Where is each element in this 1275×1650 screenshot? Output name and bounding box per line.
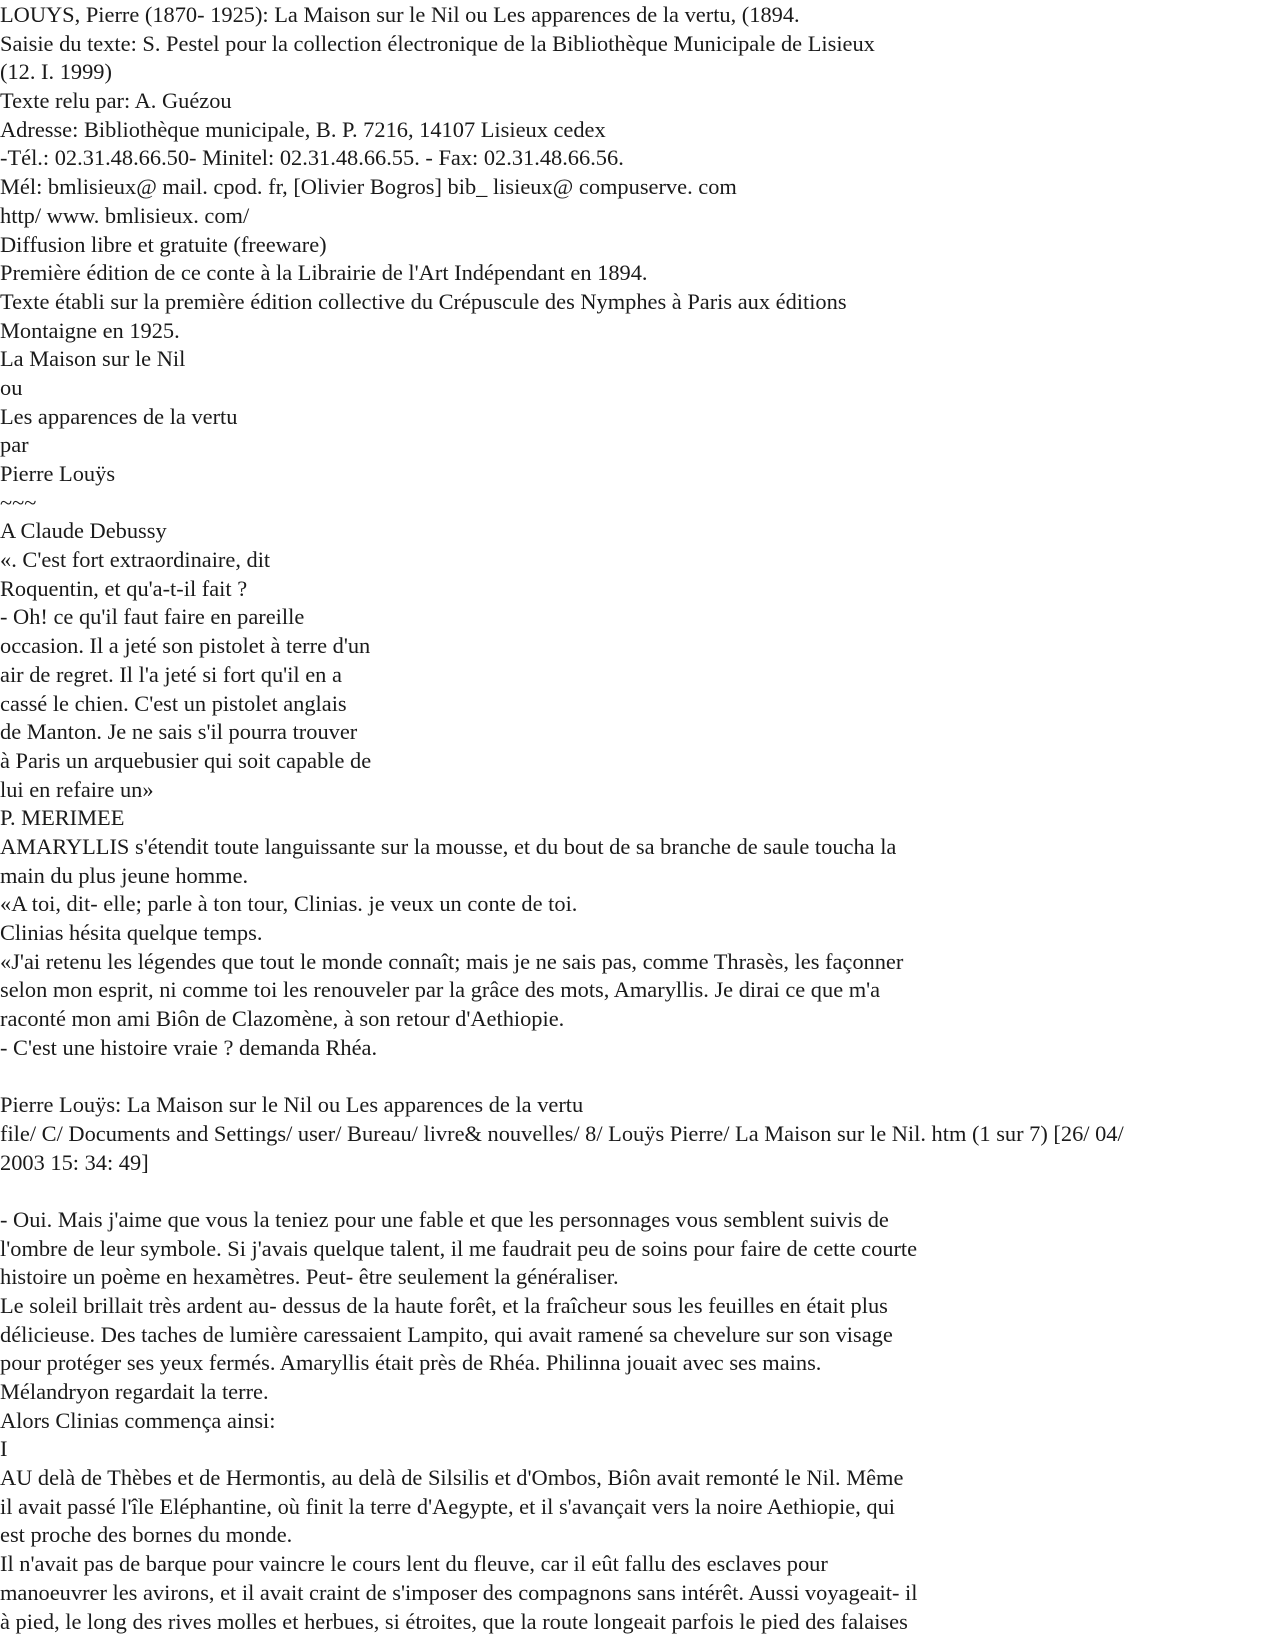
text-line: Alors Clinias commença ainsi: <box>0 1407 276 1433</box>
text-line: délicieuse. Des taches de lumière caressaient Lampito, qui avait ramené sa chevelure sur son visage <box>0 1321 893 1347</box>
text-line: Mélandryon regardait la terre. <box>0 1379 269 1404</box>
text-line: «J'ai retenu les légendes que tout le monde connaît; mais je ne sais pas, comme Thrasès, les façonner <box>0 948 904 974</box>
text-line: cassé le chien. C'est un pistolet anglais <box>0 690 347 716</box>
text-line: il avait passé l'île Eléphantine, où finit la terre d'Aegypte, et il s'avançait vers la noire Aethiopie, qui <box>0 1493 896 1519</box>
text-line: histoire un poème en hexamètres. Peut- être seulement la généraliser. <box>0 1264 619 1290</box>
text-line: Première édition de ce conte à la Librairie de l'Art Indépendant en 1894. <box>0 260 648 286</box>
text-line: à pied, le long des rives molles et herbues, si étroites, que la route longeait parfois le pied des falaises <box>0 1608 908 1634</box>
text-line: AU delà de Thèbes et de Hermontis, au delà de Silsilis et d'Ombos, Biôn avait remonté le Nil. Même <box>0 1465 904 1491</box>
text-line: Il n'avait pas de barque pour vaincre le cours lent du fleuve, car il eût fallu des esclaves pour <box>0 1551 828 1577</box>
text-line: - Oh! ce qu'il faut faire en pareille <box>0 604 305 630</box>
text-line: - Oui. Mais j'aime que vous la teniez pour une fable et que les personnages vous semblent suivis de <box>0 1206 889 1232</box>
text-line: pour protéger ses yeux fermés. Amaryllis était près de Rhéa. Philinna jouait avec ses mains. <box>0 1350 822 1376</box>
text-line: à Paris un arquebusier qui soit capable de <box>0 747 372 773</box>
text-line: de Manton. Je ne sais s'il pourra trouver <box>0 719 358 745</box>
text-line: Texte relu par: A. Guézou <box>0 88 232 114</box>
text-line: manoeuvrer les avirons, et il avait craint de s'imposer des compagnons sans intérêt. Aussi voyageait- il <box>0 1579 918 1605</box>
blank-line <box>0 1062 1270 1091</box>
text-line: http/ www. bmlisieux. com/ <box>0 202 250 228</box>
text-line: Adresse: Bibliothèque municipale, B. P. 7216, 14107 Lisieux cedex <box>0 116 606 142</box>
text-line: A Claude Debussy <box>0 518 167 544</box>
text-line: l'ombre de leur symbole. Si j'avais quelque talent, il me faudrait peu de soins pour faire de cette courte <box>0 1235 918 1261</box>
text-line: Pierre Louÿs: La Maison sur le Nil ou Les apparences de la vertu <box>0 1092 584 1118</box>
text-line: lui en refaire un» <box>0 776 154 802</box>
text-line: I <box>0 1436 8 1462</box>
text-line: Montaigne en 1925. <box>0 317 180 343</box>
text-line: selon mon esprit, ni comme toi les renouveler par la grâce des mots, Amaryllis. Je dirai ce que m'a <box>0 977 881 1003</box>
text-line: Mél: bmlisieux@ mail. cpod. fr, [Olivier Bogros] bib_ lisieux@ compuserve. com <box>0 174 737 200</box>
text-line: Roquentin, et qu'a-t-il fait ? <box>0 575 248 601</box>
text-line: est proche des bornes du monde. <box>0 1522 293 1548</box>
text-line: LOUYS, Pierre (1870- 1925): La Maison sur le Nil ou Les apparences de la vertu, (1894. <box>0 2 800 27</box>
text-line: AMARYLLIS s'étendit toute languissante sur la mousse, et du bout de sa branche de saule toucha la <box>0 833 897 859</box>
text-line: P. MERIMEE <box>0 805 125 831</box>
blank-line <box>0 1177 1270 1206</box>
text-line: raconté mon ami Biôn de Clazomène, à son retour d'Aethiopie. <box>0 1006 565 1032</box>
text-line: Les apparences de la vertu <box>0 403 238 429</box>
text-line: - C'est une histoire vraie ? demanda Rhéa. <box>0 1034 378 1060</box>
text-line: 2003 15: 34: 49] <box>0 1149 149 1175</box>
text-line: main du plus jeune homme. <box>0 862 249 888</box>
text-line: Le soleil brillait très ardent au- dessus de la haute forêt, et la fraîcheur sous les feuilles en était plus <box>0 1292 888 1318</box>
text-line: «. C'est fort extraordinaire, dit <box>0 547 271 573</box>
text-line: (12. I. 1999) <box>0 59 112 85</box>
text-line: Pierre Louÿs <box>0 461 116 486</box>
text-line: Clinias hésita quelque temps. <box>0 920 263 945</box>
text-line: file/ C/ Documents and Settings/ user/ Bureau/ livre& nouvelles/ 8/ Louÿs Pierre/ La Maison sur le Nil. htm (1 sur 7) [26/ 04/ <box>0 1120 1124 1146</box>
text-line: ou <box>0 374 23 400</box>
text-line: ~~~ <box>0 489 37 515</box>
document-page <box>0 1 1270 1636</box>
text-line: Diffusion libre et gratuite (freeware) <box>0 231 327 257</box>
text-line: par <box>0 432 29 458</box>
text-line: -Tél.: 02.31.48.66.50- Minitel: 02.31.48.66.55. - Fax: 02.31.48.66.56. <box>0 145 624 171</box>
text-line: air de regret. Il l'a jeté si fort qu'il en a <box>0 661 342 687</box>
text-line: Saisie du texte: S. Pestel pour la collection électronique de la Bibliothèque Municipale de Lisieux <box>0 30 875 56</box>
text-line: Texte établi sur la première édition collective du Crépuscule des Nymphes à Paris aux éditions <box>0 288 847 314</box>
text-line: La Maison sur le Nil <box>0 346 186 372</box>
text-line: occasion. Il a jeté son pistolet à terre d'un <box>0 633 371 659</box>
text-line: «A toi, dit- elle; parle à ton tour, Clinias. je veux un conte de toi. <box>0 891 578 917</box>
